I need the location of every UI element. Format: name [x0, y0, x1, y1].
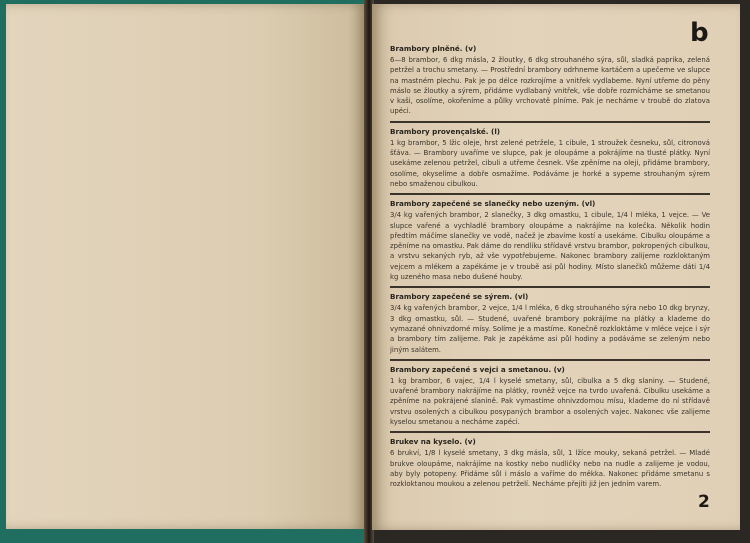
recipe-list: [390, 44, 710, 490]
section-letter: b: [690, 18, 709, 48]
recipe-title: Brambory zapečené s vejci a smetanou. (v): [390, 364, 565, 374]
divider: [390, 431, 710, 433]
divider: [390, 286, 710, 288]
recipe-brambory-provencalske: [390, 127, 710, 189]
recipe-brambory-plnene: [390, 44, 710, 117]
recipe-title: Brambory zapečené se sýrem. (vl): [390, 292, 529, 302]
page-number: 2: [698, 492, 710, 512]
recipe-body: 1 kg brambor, 5 lžic oleje, hrst zelené petržele, 1 cibule, 1 stroužek česneku, sůl, citronová šťáva. — Brambory uvaříme ve slupce, pak je oloupáme a pokrájíme na tlusté plátky. Nyní usekáme zelenou petržel, cibuli a utřeme česnek. Vše zpěníme na oleji, přidáme brambory, osolíme, okyselíme a dobře osmažíme. Podáváme je horké a sypeme strouhaným sýrem nebo smaženou cibulkou.: [390, 138, 710, 188]
recipe-body: 6—8 brambor, 6 dkg másla, 2 žloutky, 6 dkg strouhaného sýra, sůl, sladká paprika, zelená petržel a trochu smetany. — Prostřední brambory odrhneme kartáčem a upečeme ve slupce na mastném plechu. Pak je po délce rozkrojíme a vnitřek vydlabeme. Nyní utřeme do pěny máslo se žloutky a sýrem, přidáme vydlabaný vnitřek, vše dobře rozmícháme se smetanou v kaši, osolíme, okořeníme a půlky vrchovatě plníme. Pak je necháme v troubě do zlatova upéci.: [390, 56, 710, 116]
recipe-body: 1 kg brambor, 6 vajec, 1/4 l kyselé smetany, sůl, cibulka a 5 dkg slaniny. — Studené, uvařené brambory nakrájíme na plátky, rovněž vejce na tvrdo uvařená. Cibulku usekáme a zpěníme na pokrájené slanině. Pak vymastíme ohnivzdornou mísu, klademe do ní střídavě vrstvu osolených a cibulkou posypaných brambor a osolených vajec. Nakonec vše zalijeme kyselou smetanou a necháme zapéci.: [390, 376, 710, 427]
recipe-zapecene-syrem: [390, 292, 710, 354]
divider: [390, 359, 710, 361]
recipe-zapecene-slanecky: [390, 199, 710, 282]
recipe-body: 6 brukví, 1/8 l kyselé smetany, 3 dkg másla, sůl, 1 lžíce mouky, sekaná petržel. — Mladé brukve oloupáme, nakrájíme na kostky nebo nudličky nebo na nudle a zalijeme je vodou, aby byly potopeny. Přidáme sůl i máslo a vaříme do měkka. Nakonec přidáme smetanu s rozkloktanou moukou a zelenou petrželí. Necháme přejíti již jen jedním varem.: [390, 449, 710, 489]
recipe-title: Brambory provençalské. (l): [390, 126, 501, 136]
recipe-brukev-na-kyselo: [390, 437, 710, 489]
divider: [390, 193, 710, 195]
recipe-body: 3/4 kg vařených brambor, 2 vejce, 1/4 l mléka, 6 dkg strouhaného sýra nebo 10 dkg brynzy, 3 dkg omastku, sůl. — Studené, uvařené brambory pokrájíme na plátky a klademe do vymazané ohnivzdorné mísy. Solíme je a mastíme. Konečně rozkloktáme v mléce vejce i sýr a brambory tím zalijeme. Pak je zapékáme asi půl hodiny a podáváme se zeleným nebo jiným salátem.: [390, 304, 710, 354]
recipe-zapecene-vejci-smetanou: [390, 365, 710, 427]
recipe-body: 3/4 kg vařených brambor, 2 slanečky, 3 dkg omastku, 1 cibule, 1/4 l mléka, 1 vejce. — Ve slupce vařené a vychladlé brambory oloupáme a nakrájíme na kolečka. Několik hodin předtím máčíme slanečky ve vodě, načež je zbavíme kostí a usekáme. Cibulku oloupáme a zpěníme na omastku. Pak dáme do rendlíku střídavě vrstvu brambor, pokropených cibulkou, a vrstvu sekaných ryb, až vše vypotřebujeme. Nakonec brambory zalijeme rozkloktaným vejcem a mlékem a zapékáme je v troubě asi půl hodiny. Místo slanečků můžeme dáti 1/4 kg uzeného masa nebo dušené houby.: [390, 211, 710, 282]
recipe-title: Brambory zapečené se slanečky nebo uzeným. (vl): [390, 199, 596, 209]
recipe-title: Brambory plněné. (v): [390, 44, 477, 53]
left-blank-page: [6, 4, 366, 529]
divider: [390, 121, 710, 123]
recipe-title: Brukev na kyselo. (v): [390, 437, 476, 447]
